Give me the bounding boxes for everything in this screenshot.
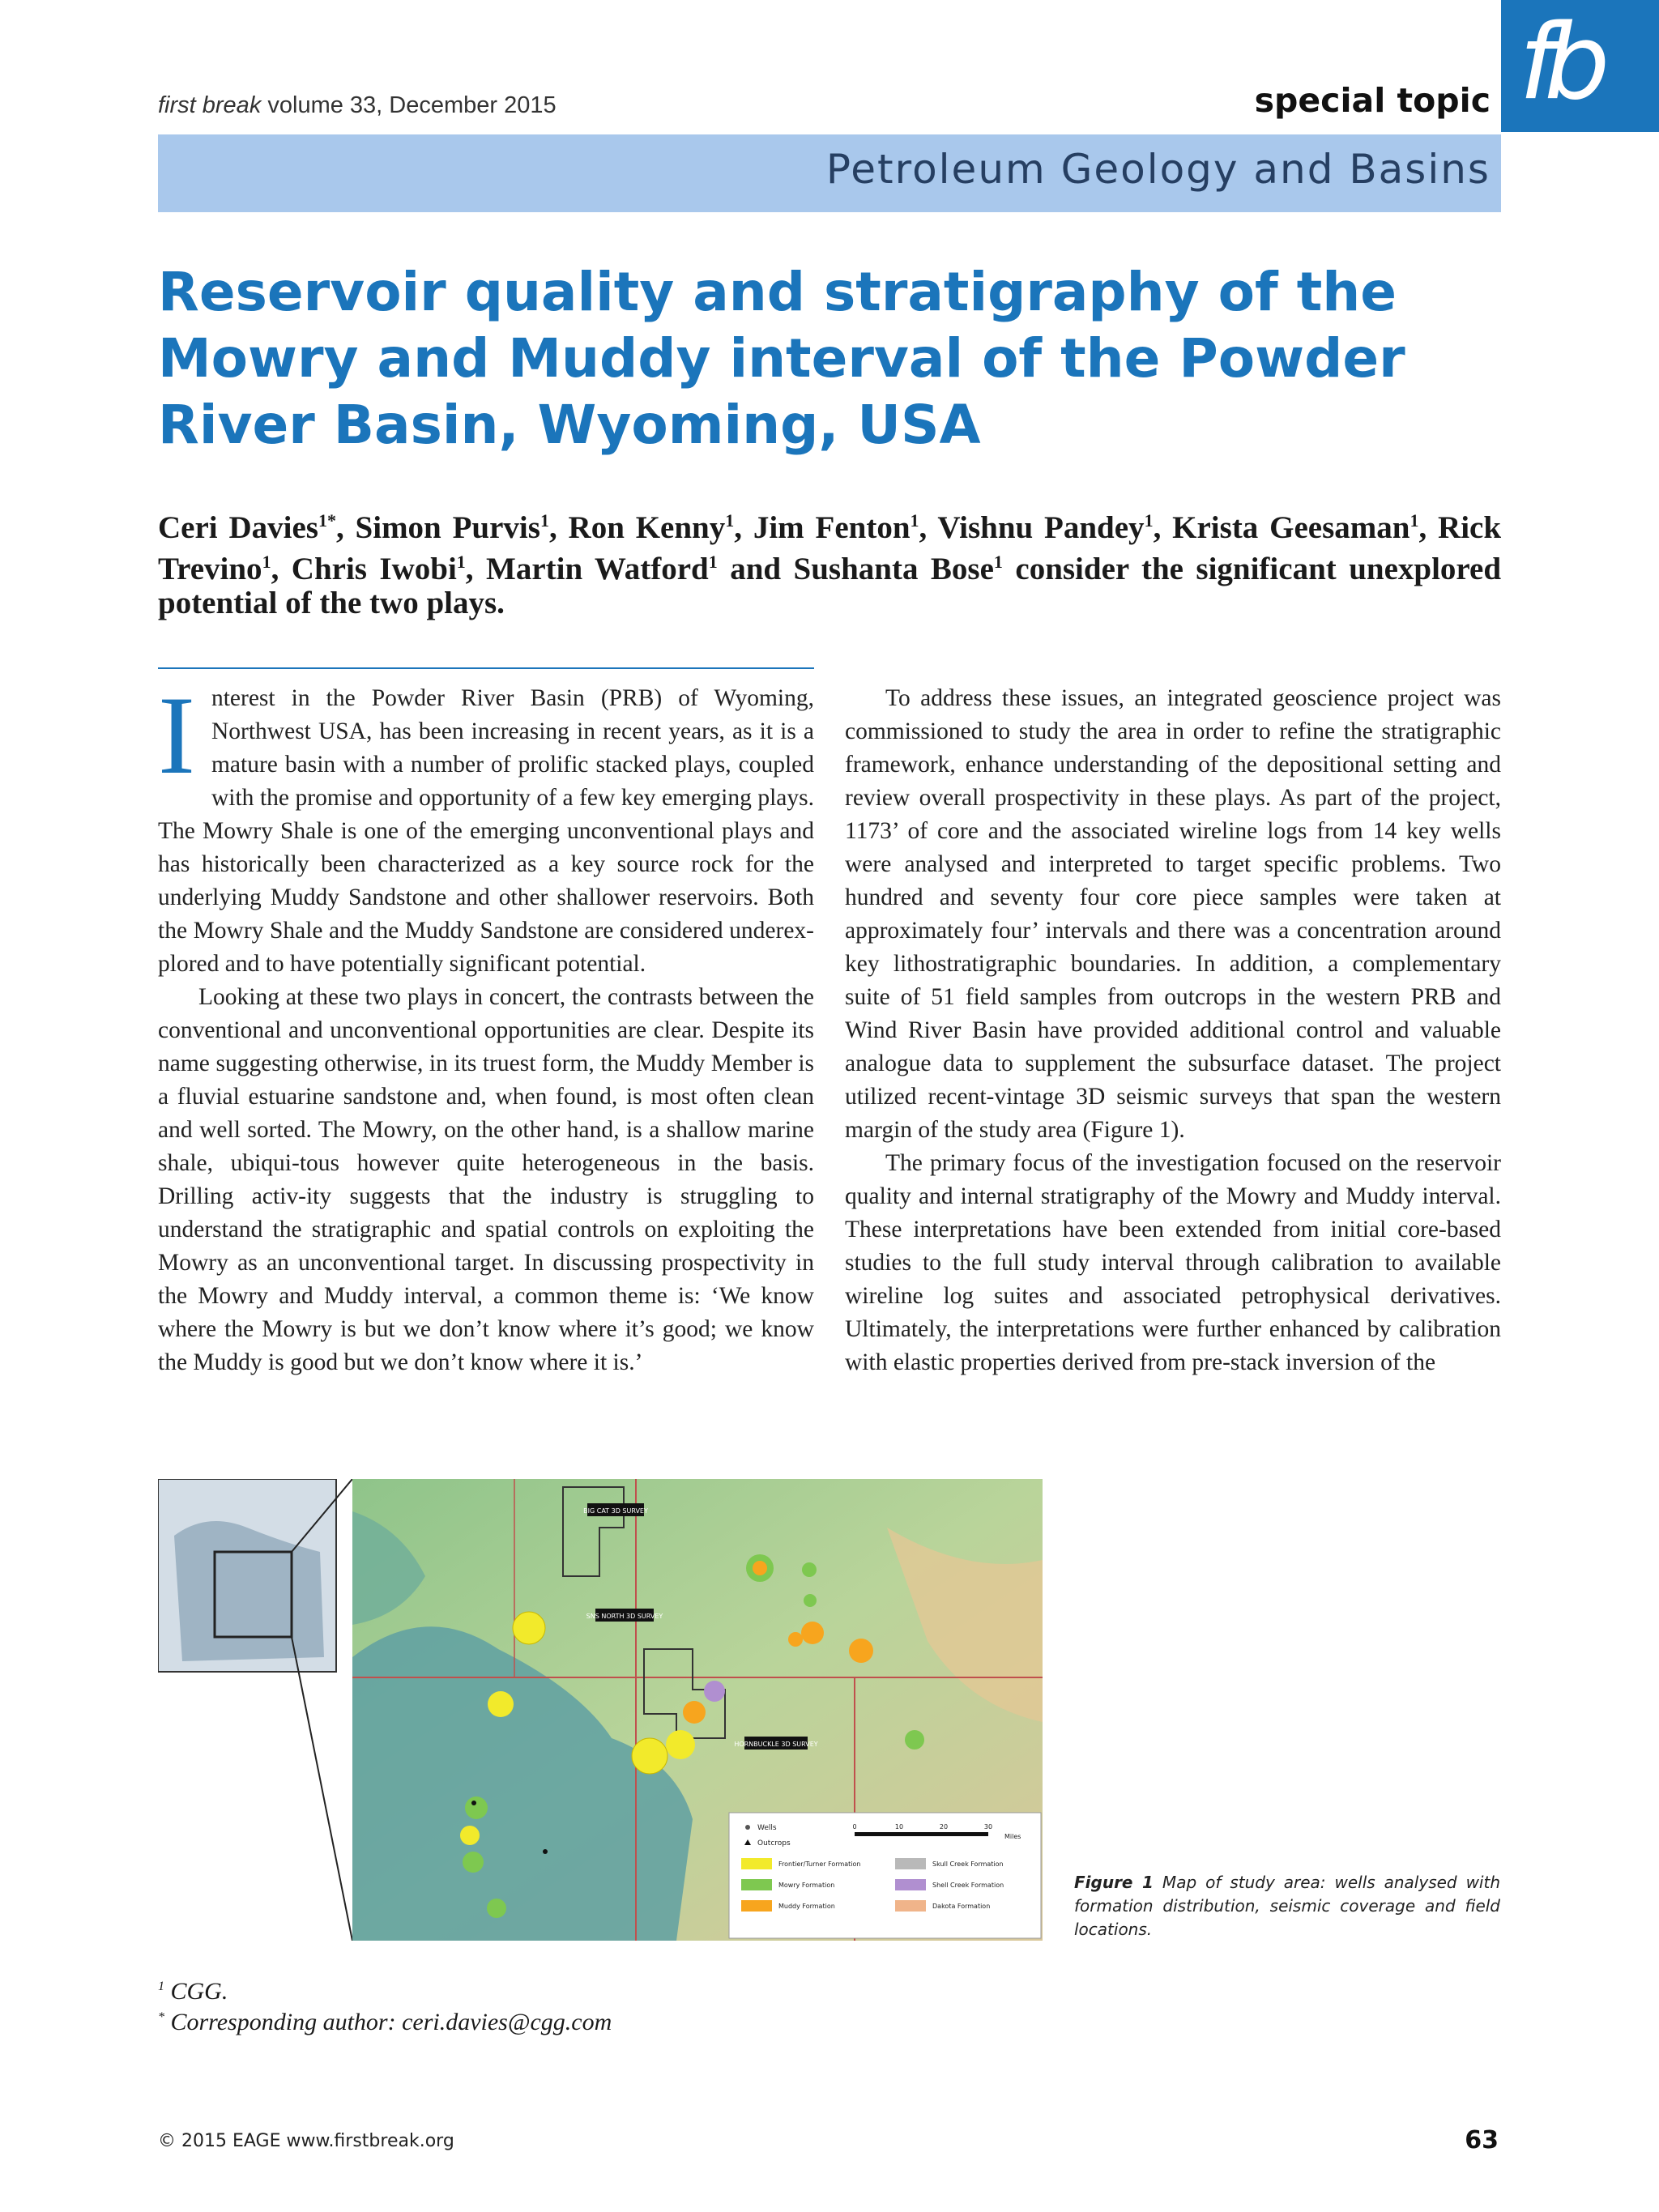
well-marker [704, 1681, 725, 1702]
author-list [158, 504, 1501, 620]
well-marker [463, 1852, 484, 1873]
author-affiliation-marker: 1 [456, 552, 466, 572]
body-column-right [845, 682, 1501, 1379]
legend-formation-label: Mowry Formation [778, 1882, 835, 1889]
well-marker [804, 1594, 817, 1607]
survey-label: BIG CAT 3D SURVEY [583, 1507, 648, 1515]
well-marker [460, 1826, 480, 1845]
author-affiliation-marker: 1 [1144, 510, 1154, 531]
legend-outcrops-label: Outcrops [757, 1839, 791, 1848]
legend-swatch [741, 1858, 772, 1869]
scale-tick: 20 [939, 1823, 949, 1831]
author-separator: , [335, 510, 356, 545]
affiliation-text: CGG. [164, 1978, 228, 2005]
well-marker [683, 1701, 706, 1724]
legend-wells-symbol [745, 1825, 750, 1830]
figure-caption [1074, 1871, 1500, 1941]
well-marker [465, 1796, 488, 1819]
author-separator: , [734, 510, 753, 545]
paragraph: Looking at these two plays in concert, the contrasts between the conventional and unconventional opportunities are clear. Despite its name suggesting otherwise, in its truest form, the Muddy Member is a fluvial estuarine sandstone and, when found, is most often clean and well sorted. The Mowry, on the other hand, is a shallow marine shale, ubiqui-tous however quite heterogeneous in the basis. Drilling activ-ity suggests that the industry is struggling to understand the stratigraphic and spatial controls on exploiting the Mowry as an unconventional target. In discussing prospectivity in the Mowry and Muddy interval, a common theme is: ‘We know where the Mowry is but we don’t know where it’s good; we know the Muddy is good but we don’t know where it is.’ [158, 984, 814, 1375]
survey-label: HORNBUCKLE 3D SURVEY [734, 1741, 818, 1748]
legend-wells-label: Wells [757, 1824, 777, 1832]
paragraph-text: nterest in the Powder River Basin (PRB) of Wyoming, Northwest USA, has been increasing in recent years, as it is a mature basin with a number of prolific stacked plays, coupled with the promise and opportunity of a few key emerging plays. The Mowry Shale is one of the emerging unconventional plays and has historically been characterized as a key source rock for the underlying Muddy Sandstone and other shallower reservoirs. Both the Mowry Shale and the Muddy Sandstone are considered underex-plored and to have potentially significant potential. [158, 685, 814, 977]
body-column-left [158, 673, 814, 1379]
author-name: Rick Trevino [158, 510, 1502, 586]
author-separator: , [548, 510, 569, 545]
well-marker [905, 1730, 924, 1750]
column-rule [158, 667, 814, 669]
paragraph: To address these issues, an integrated geoscience project was commissioned to study the area in order to refine the stratigraphic framework, enhance understanding of the depositional setting and review overall prospectivity in these plays. As part of the project, 1173’ of core and the associated wireline logs from 14 key wells were analysed and interpreted to target specific problems. Two hundred and seventy four core piece samples were taken at approximately four’ intervals and there was a concentration around key lithostratigraphic boundaries. In addition, a complementary suite of 51 field samples from outcrops in the western PRB and Wind River Basin have provided additional control and valuable analogue data to supplement the subsurface dataset. The project utilized recent-vintage 3D seismic surveys that span the western margin of the study area (Figure 1). [845, 685, 1501, 1143]
corresponding-author-footnote [158, 2009, 612, 2036]
author-separator: , [271, 552, 292, 586]
scale-unit: Miles [1004, 1833, 1021, 1840]
legend-formation-label: Muddy Formation [778, 1903, 835, 1910]
well-marker [753, 1561, 767, 1575]
topic-band-title: Petroleum Geology and Basins [825, 146, 1491, 193]
well-marker [849, 1639, 873, 1663]
scale-bar [855, 1832, 988, 1836]
article-title: Reservoir quality and stratigraphy of the Mowry and Muddy interval of the Powder River Basin, Wyoming, USA [158, 261, 1405, 456]
author-name: Ceri Davies [158, 510, 318, 545]
corresponding-author-text: Corresponding author: ceri.davies@cgg.com [164, 2009, 612, 2035]
well-marker [788, 1632, 803, 1647]
paragraph [158, 673, 814, 981]
footnote-marker: 1 [158, 1980, 164, 1993]
author-name: Vishnu Pandey [937, 510, 1145, 545]
well-marker [488, 1691, 514, 1717]
scale-tick: 0 [852, 1823, 857, 1831]
journal-issue [158, 92, 557, 119]
well-marker [801, 1622, 824, 1644]
paragraph: The primary focus of the investigation focused on the reservoir quality and internal stratigraphy of the Mowry and Muddy interval. These interpretations have been extended from initial core-based studies to the full study interval through calibration to available wireline log suites and associated petrophysical derivatives. Ultimately, the interpretations were further enhanced by calibration with elastic properties derived from pre-stack inversion of the [845, 1150, 1501, 1375]
map-legend [729, 1813, 1041, 1938]
figure-label: Figure 1 [1074, 1873, 1154, 1892]
author-separator: , [919, 510, 938, 545]
outcrop-marker [471, 1801, 476, 1805]
author-affiliation-marker: 1 [1410, 510, 1419, 531]
study-area-map [158, 1479, 1043, 1941]
legend-formation-label: Shell Creek Formation [932, 1882, 1004, 1889]
well-marker [632, 1738, 667, 1774]
survey-label: SNS NORTH 3D SURVEY [586, 1613, 663, 1620]
author-separator: and [717, 552, 794, 586]
well-marker [487, 1899, 506, 1918]
author-affiliation-marker: 1 [910, 510, 919, 531]
author-name: Krista Geesaman [1172, 510, 1410, 545]
legend-swatch [741, 1879, 772, 1890]
author-affiliation-marker: 1 [725, 510, 735, 531]
author-affiliation-marker: 1 [708, 552, 718, 572]
author-statement: consider the significant unexplored potential of the two plays. [158, 552, 1502, 620]
well-marker [513, 1612, 545, 1644]
affiliation-footnote [158, 1978, 228, 2005]
legend-swatch [895, 1900, 926, 1912]
logo-text: fb [1519, 2, 1599, 123]
special-topic-label: special topic [1254, 81, 1491, 120]
author-name: Jim Fenton [753, 510, 911, 545]
author-name: Simon Purvis [355, 510, 540, 545]
author-affiliation-marker: 1 [993, 552, 1003, 572]
page-number: 63 [1465, 2126, 1499, 2154]
well-marker [666, 1730, 695, 1759]
scale-tick: 10 [894, 1823, 904, 1831]
legend-swatch [895, 1879, 926, 1890]
author-affiliation-marker: 1 [539, 510, 549, 531]
author-name: Martin Watford [486, 552, 709, 586]
author-name: Sushanta Bose [793, 552, 994, 586]
drop-cap: I [158, 673, 195, 797]
legend-formation-label: Frontier/Turner Formation [778, 1860, 861, 1868]
outcrop-marker [543, 1849, 548, 1854]
legend-swatch [741, 1900, 772, 1912]
footnote-marker: * [158, 2010, 164, 2024]
journal-name: first break [158, 92, 262, 118]
legend-swatch [895, 1858, 926, 1869]
well-marker [802, 1562, 817, 1577]
author-separator: , [465, 552, 487, 586]
scale-tick: 30 [983, 1823, 993, 1831]
author-affiliation-marker: 1* [318, 510, 336, 531]
footer-copyright: © 2015 EAGE www.firstbreak.org [158, 2131, 454, 2151]
inset-connector [292, 1637, 352, 1941]
legend-formation-label: Skull Creek Formation [932, 1860, 1004, 1868]
author-name: Ron Kenny [568, 510, 726, 545]
journal-volume: volume 33, December 2015 [261, 92, 557, 118]
author-separator: , [1418, 510, 1439, 545]
author-separator: , [1153, 510, 1173, 545]
legend-formation-label: Dakota Formation [932, 1903, 991, 1910]
author-name: Chris Iwobi [291, 552, 457, 586]
author-affiliation-marker: 1 [262, 552, 271, 572]
journal-logo [1501, 0, 1659, 132]
figure-caption-text: Map of study area: wells analysed with formation distribution, seismic coverage and field locations. [1074, 1873, 1500, 1939]
